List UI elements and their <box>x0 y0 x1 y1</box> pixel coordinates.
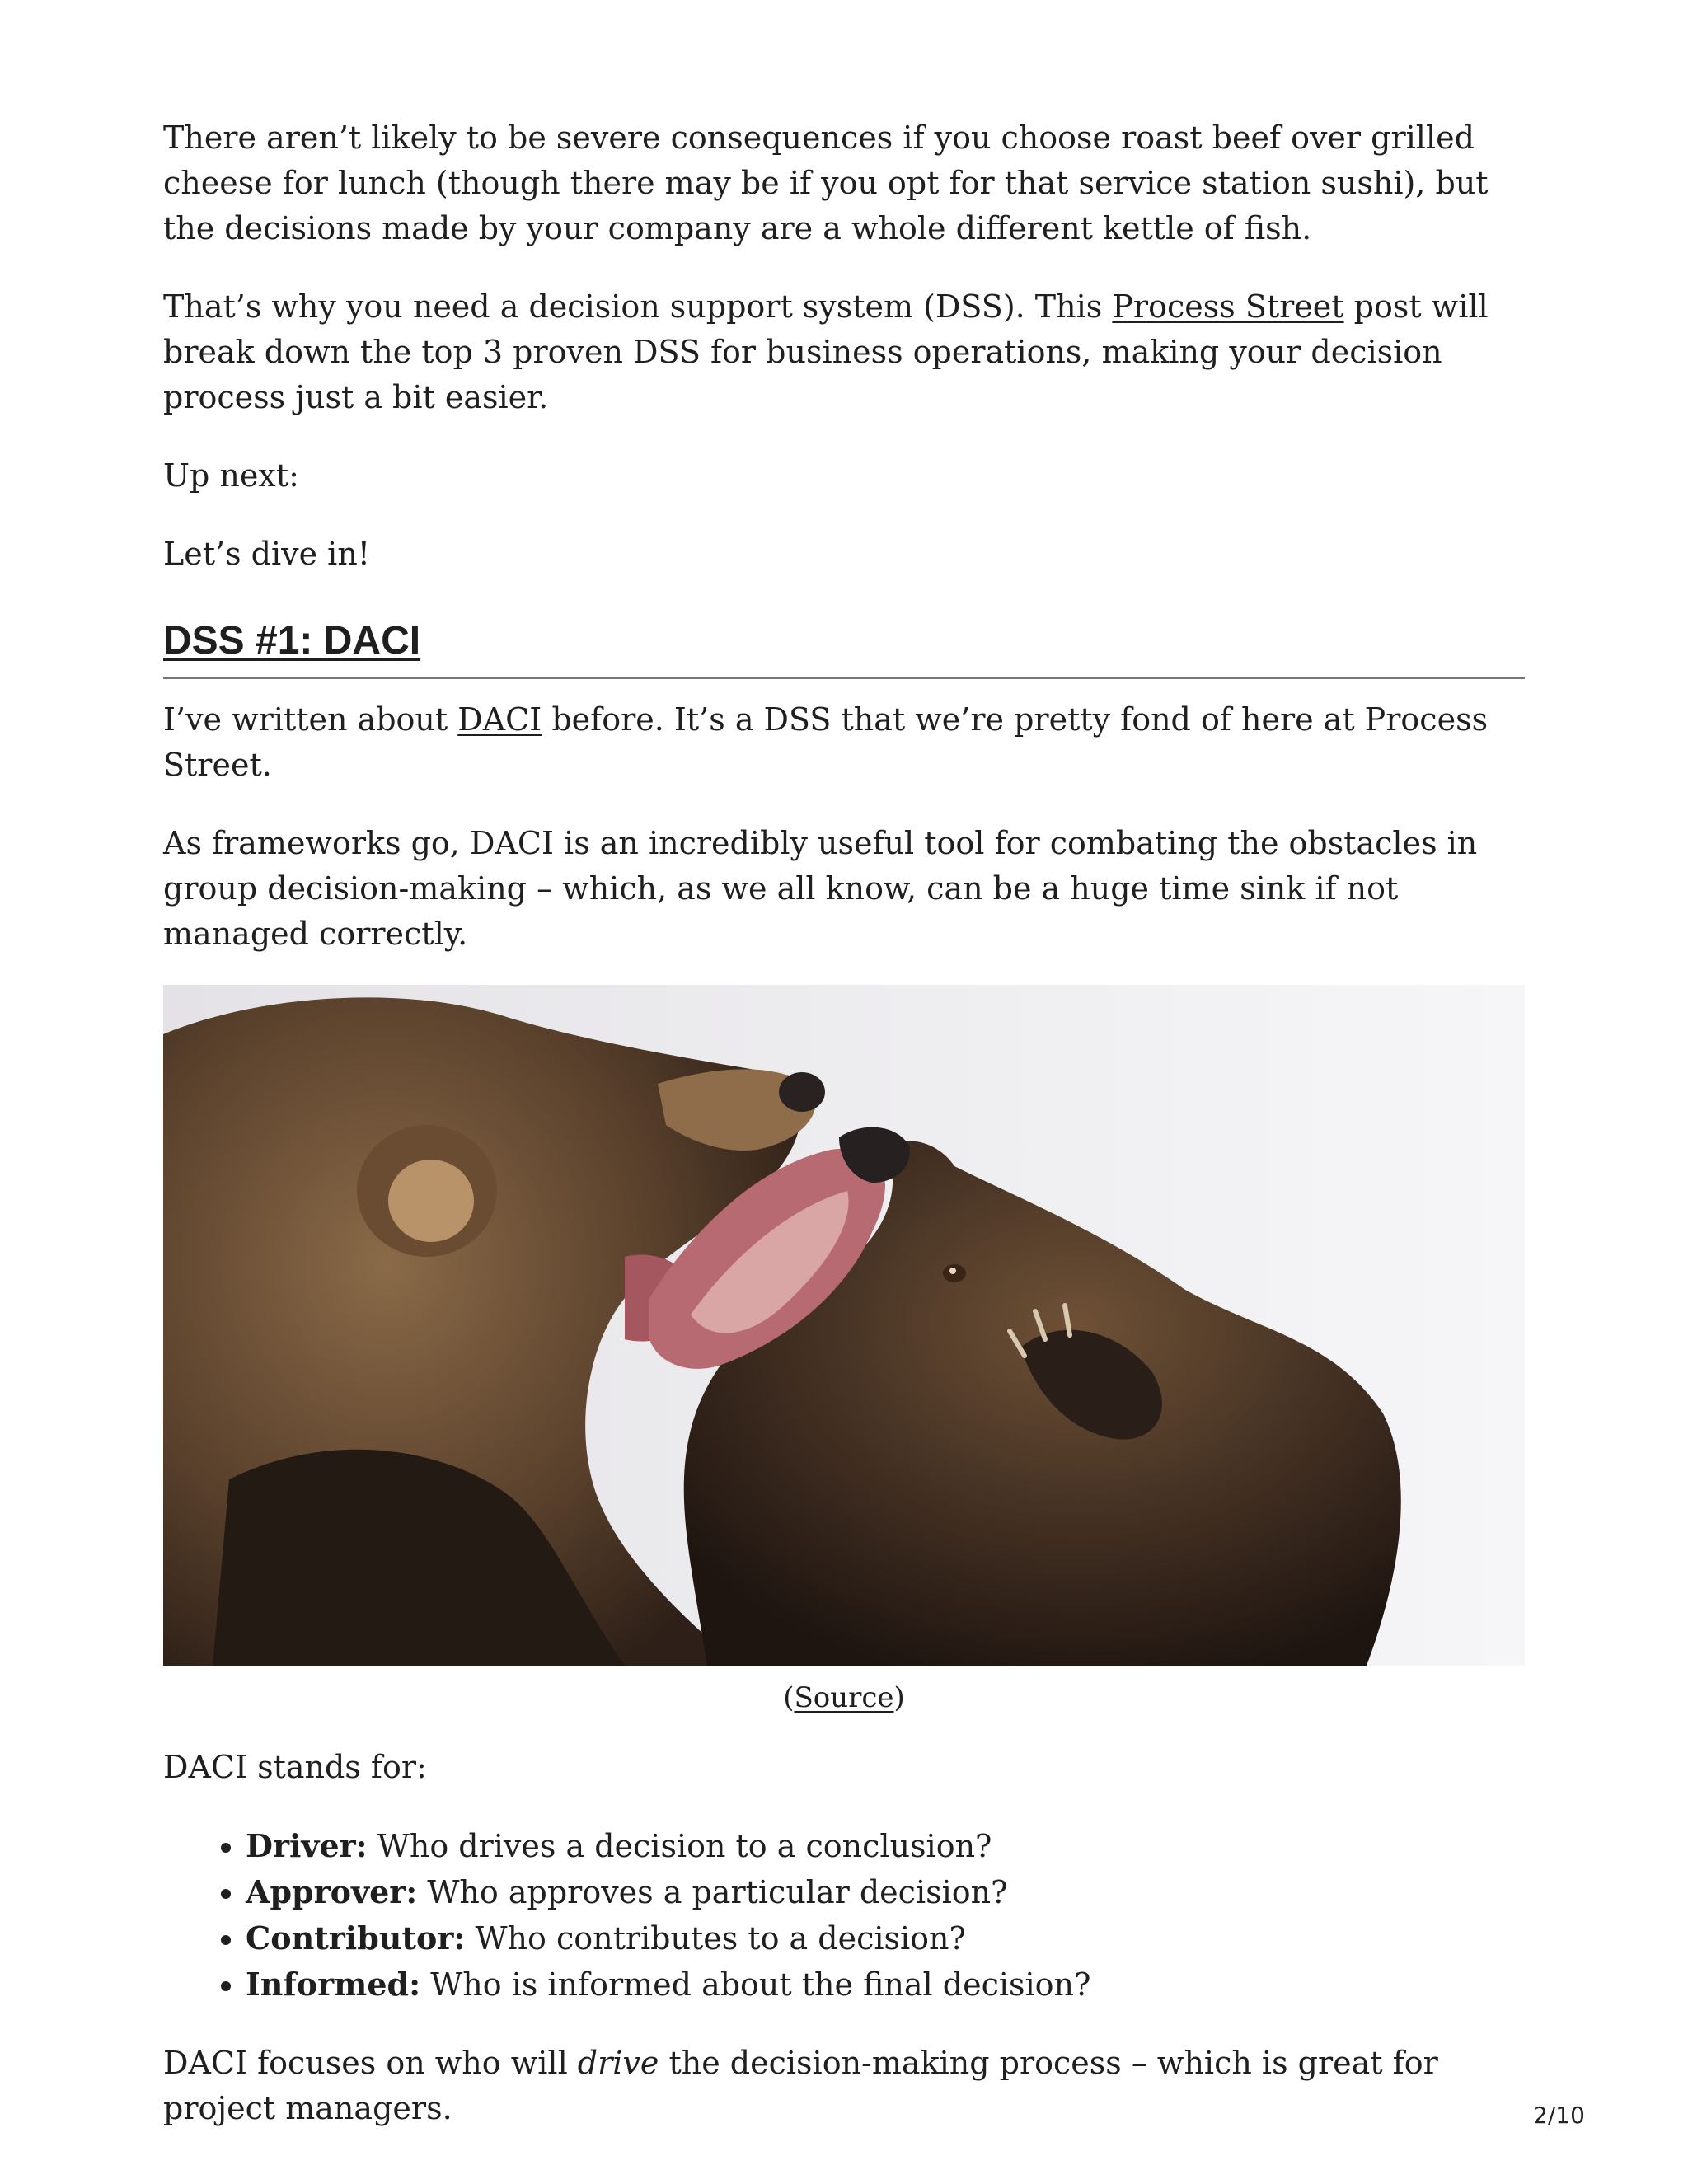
caption-close-paren: ) <box>893 1681 905 1714</box>
intro-paragraph-2-text: That’s why you need a decision support system (DSS). This <box>163 288 1113 325</box>
closing-text-end: the decision-making process – which is great for project managers. <box>163 2045 1438 2126</box>
source-link[interactable]: Source <box>794 1681 894 1714</box>
list-item-term: Contributor: <box>246 1919 466 1957</box>
intro-paragraph-1: There aren’t likely to be severe consequences if you choose roast beef over grilled cheese for lunch (though there may be if you opt for that service station sushi), but the decisions made by your company are a whole different kettle of fish. <box>163 120 1489 246</box>
daci-intro-paragraph <box>163 697 1525 788</box>
intro-paragraph-2 <box>163 284 1525 420</box>
list-item <box>246 1823 1525 1869</box>
section-heading-text: DSS #1: DACI <box>163 619 421 663</box>
daci-stands-for-text: DACI stands for: <box>163 1749 427 1785</box>
daci-definition-list <box>163 1823 1525 2008</box>
list-item <box>246 1869 1525 1915</box>
closing-text: DACI focuses on who will <box>163 2045 578 2081</box>
list-item-term: Informed: <box>246 1966 421 2003</box>
daci-intro-text: I’ve written about <box>163 701 458 738</box>
frameworks-paragraph: As frameworks go, DACI is an incredibly useful tool for combating the obstacles in group decision-making – which, as we all know, can be a huge time sink if not managed correctly. <box>163 825 1478 952</box>
closing-emphasis: drive <box>577 2045 659 2081</box>
document-page <box>163 115 1525 2164</box>
process-street-link[interactable]: Process Street <box>1112 288 1344 325</box>
page-number: 2/10 <box>1533 2102 1585 2129</box>
caption-open-paren: ( <box>783 1681 795 1714</box>
dive-in-text: Let’s dive in! <box>163 536 371 572</box>
list-item <box>246 1961 1525 2008</box>
list-item-term: Driver: <box>246 1827 368 1864</box>
daci-intro-text-end: before. It’s a DSS that we’re pretty fond of here at Process Street. <box>163 701 1489 783</box>
daci-link[interactable]: DACI <box>457 701 542 738</box>
list-item-text: Who drives a decision to a conclusion? <box>367 1828 992 1864</box>
image-caption <box>163 1677 1525 1718</box>
list-item <box>246 1915 1525 1961</box>
list-item-term: Approver: <box>246 1873 418 1910</box>
up-next-text: Up next: <box>163 457 299 494</box>
closing-paragraph <box>163 2041 1525 2131</box>
list-item-text: Who is informed about the final decision? <box>420 1966 1091 2003</box>
list-item-text: Who contributes to a decision? <box>465 1920 966 1957</box>
bears-fighting-photo <box>163 985 1525 1666</box>
list-item-text: Who approves a particular decision? <box>417 1874 1008 1910</box>
intro-paragraph-2-text-end: post will break down the top 3 proven DSS for business operations, making your decision process just a bit easier. <box>163 288 1489 415</box>
section-heading <box>163 616 1525 679</box>
